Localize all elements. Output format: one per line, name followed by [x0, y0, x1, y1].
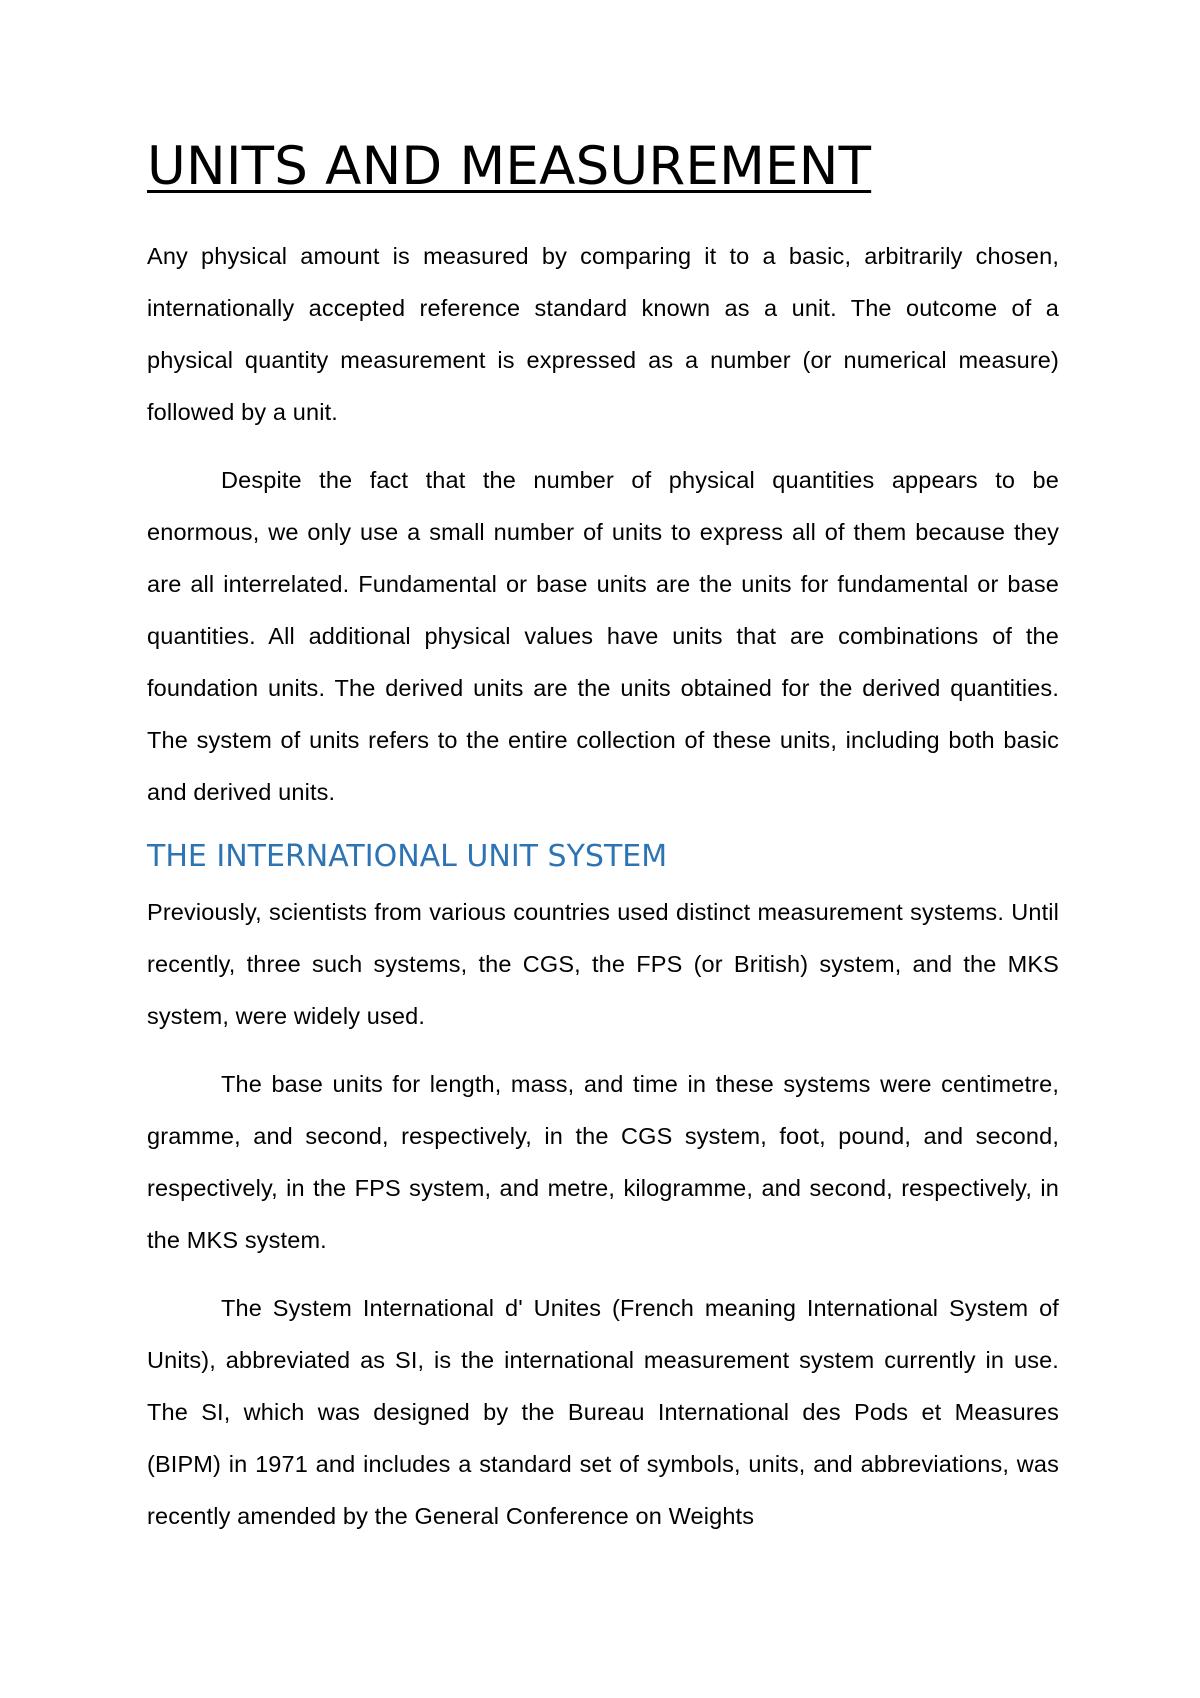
section-paragraph-1: Previously, scientists from various countries used distinct measurement systems. Until recently, three such systems, the CGS, the FPS (or British) system, and the MKS system, were widely used. [147, 899, 1059, 1029]
section-paragraph-2: The base units for length, mass, and time in these systems were centimetre, gramme, and second, respectively, in the CGS system, foot, pound, and second, respectively, in the FPS system, and metre, kilogramme, and second, respectively, in the MKS system. [147, 1071, 1059, 1253]
document-title: UNITS AND MEASUREMENT [147, 136, 872, 197]
document-body [147, 136, 1059, 1558]
intro-paragraph-2: Despite the fact that the number of physical quantities appears to be enormous, we only use a small number of units to express all of them because they are all interrelated. Fundamental or base units are the units for fundamental or base quantities. All additional physical values have units that are combinations of the foundation units. The derived units are the units obtained for the derived quantities. The system of units refers to the entire collection of these units, including both basic and derived units. [147, 467, 1059, 805]
section-heading: THE INTERNATIONAL UNIT SYSTEM [147, 839, 668, 874]
intro-paragraph-1: Any physical amount is measured by comparing it to a basic, arbitrarily chosen, internationally accepted reference standard known as a unit. The outcome of a physical quantity measurement is expressed as a number (or numerical measure) followed by a unit. [147, 243, 1059, 425]
section-paragraph-3: The System International d' Unites (French meaning International System of Units), abbreviated as SI, is the international measurement system currently in use. The SI, which was designed by the Bureau International des Pods et Measures (BIPM) in 1971 and includes a standard set of symbols, units, and abbreviations, was recently amended by the General Conference on Weights [147, 1295, 1059, 1529]
